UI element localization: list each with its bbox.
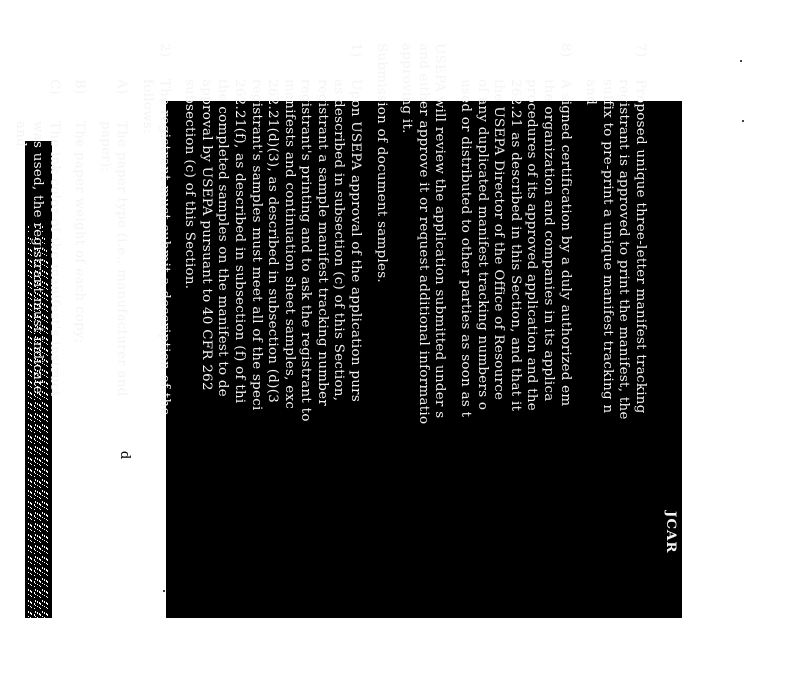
sub-item	[96, 79, 129, 683]
text-line: manifests and continuation sheet samples, exc	[281, 79, 297, 410]
text-line: suffix to pre-print a unique manifest tracking n	[599, 79, 615, 414]
text-line: approval by USEPA pursuant to 40 CFR 262	[198, 79, 214, 391]
list-item	[582, 43, 648, 683]
text-line: of any duplicated manifest tracking numbers o	[474, 79, 490, 411]
text-line: 262.21 as described in this Section, and that it	[507, 79, 523, 412]
list-item	[456, 43, 572, 683]
text-line: used or distributed to other parties as soon as t	[458, 79, 474, 418]
sub-item	[71, 79, 88, 683]
text-line: procedures of its approved application and the	[524, 79, 540, 412]
text-line: 262.21(f), as described in subsection (f) of thi	[231, 79, 247, 404]
text-line: registrant's samples must meet all of the speci	[248, 79, 264, 411]
text-line: paper);	[97, 121, 113, 173]
text-line: approving it.	[399, 43, 415, 134]
text-line: The registrant must submit a description of the	[156, 79, 172, 416]
text-line: registrant is approved to print the manifest, the	[616, 79, 632, 420]
scan-speck	[742, 120, 744, 122]
text-line: A signed certification by a duly authorized em	[557, 79, 573, 407]
text-line: the USEPA Director of the Office of Resource	[491, 79, 507, 401]
text-line: and either approve it or request additional informatio	[415, 43, 431, 425]
text-line: subsection (c) of this Section.	[182, 79, 198, 290]
text-line: and	[13, 121, 29, 148]
item-number: 1)	[348, 43, 364, 58]
text-line: the organization and companies in its applica	[541, 79, 557, 402]
item-number: 2)	[156, 43, 172, 58]
item-number: 8)	[557, 43, 573, 58]
text-line: follows:	[139, 79, 155, 134]
sub-item-letter: C)	[46, 79, 62, 96]
section-heading: Submission of document samples.	[373, 43, 389, 283]
list-item	[138, 43, 171, 683]
document-page	[13, 43, 682, 618]
text-line: the completed samples on the manifest to de	[215, 79, 231, 398]
text-line: as described in subsection (c) of this Section,	[331, 79, 347, 402]
list-item	[181, 43, 364, 683]
review-paragraph	[398, 43, 448, 683]
sub-item-letter: A)	[114, 79, 130, 95]
text-line: The paper type (i.e., manufacturer and	[114, 121, 130, 397]
text-line: The ink color of the manifest's instruct	[46, 121, 62, 397]
sub-item-letter: B)	[72, 79, 88, 95]
text-line: Upon USEPA approval of the application purs	[348, 79, 364, 403]
document-text	[12, 43, 682, 683]
text-line: and	[583, 79, 599, 106]
page-mark: d	[117, 450, 133, 460]
text-line: USEPA will review the application submitted under s	[432, 43, 448, 419]
text-line: was used, the registrant must indicate	[30, 121, 45, 395]
text-line: The paper weight of each copy;	[72, 121, 88, 344]
text-line: 262.21(d)(3), as described in subsection (d)(3	[265, 79, 281, 404]
item-number: 7)	[633, 43, 648, 58]
page-header: JCAR	[663, 511, 679, 554]
text-line: registrant's printing and to ask the registrant to	[298, 79, 314, 422]
text-line: registrant a sample manifest tracking number	[314, 79, 330, 407]
text-line: Proposed unique three-letter manifest tracking	[633, 79, 648, 414]
sub-item	[12, 79, 62, 683]
scan-speck	[740, 60, 742, 62]
